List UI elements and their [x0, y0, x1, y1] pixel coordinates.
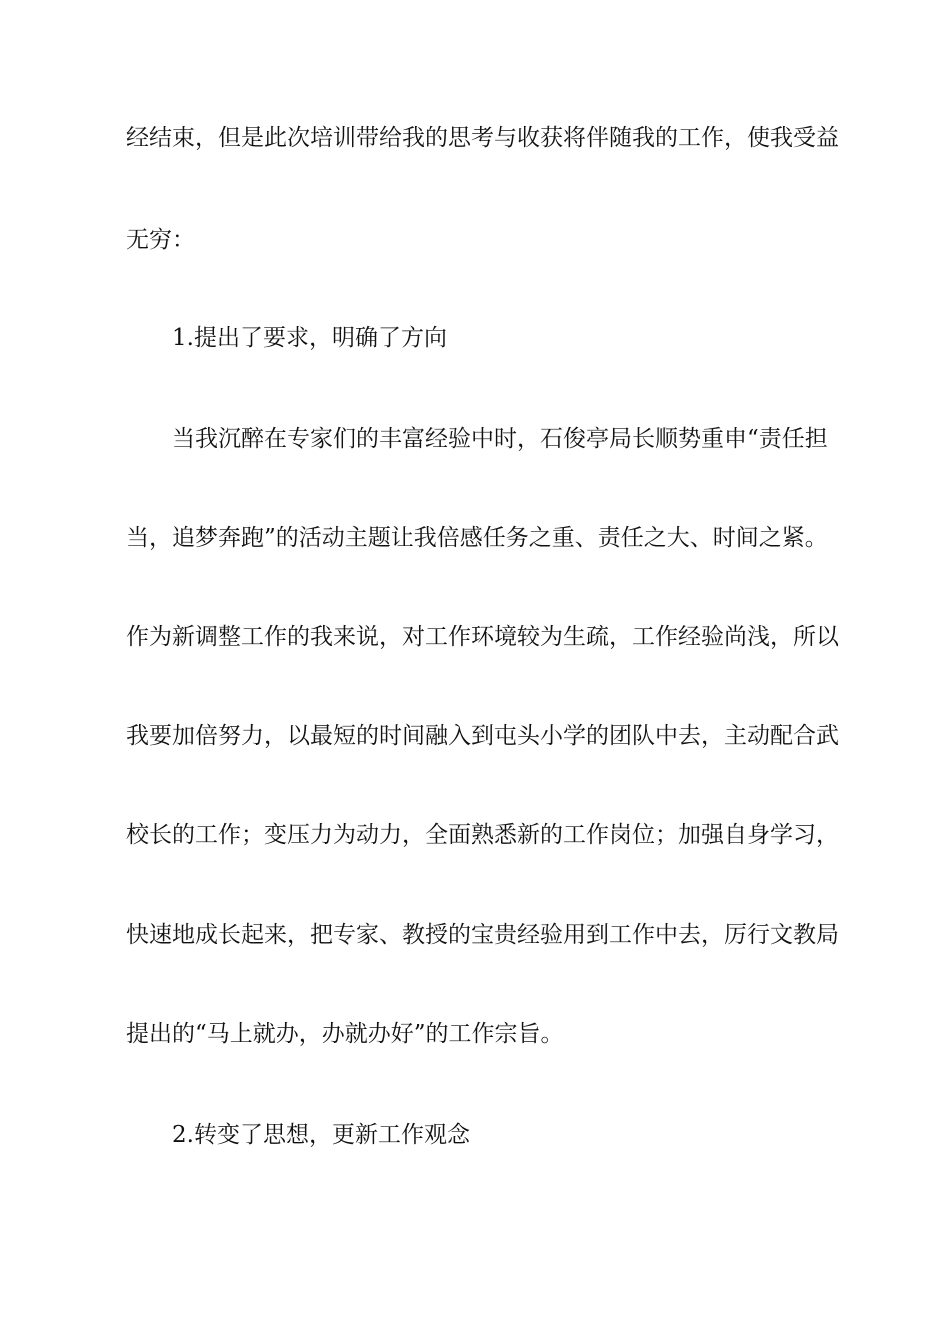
section-heading-1: 1.提出了要求，明确了方向 — [172, 325, 447, 351]
body-text-line-8: 快速地成长起来，把专家、教授的宝贵经验用到工作中去，厉行文教局 — [126, 922, 839, 948]
body-text-line-5: 作为新调整工作的我来说，对工作环境较为生疏，工作经验尚浅，所以 — [126, 624, 839, 650]
body-text-line-6: 我要加倍努力，以最短的时间融入到屯头小学的团队中去，主动配合武 — [126, 723, 839, 749]
body-text-line-3: 当我沉醉在专家们的丰富经验中时，石俊亭局长顺势重申“责任担 — [172, 426, 828, 452]
body-text-line-7: 校长的工作；变压力为动力，全面熟悉新的工作岗位；加强自身学习， — [126, 822, 839, 848]
section-heading-2: 2.转变了思想，更新工作观念 — [172, 1122, 470, 1148]
body-text-line-1: 经结束，但是此次培训带给我的思考与收获将伴随我的工作，使我受益 — [126, 125, 839, 151]
body-text-line-4: 当，追梦奔跑”的活动主题让我倍感任务之重、责任之大、时间之紧。 — [126, 525, 828, 551]
body-text-line-9: 提出的“马上就办，办就办好”的工作宗旨。 — [126, 1021, 564, 1047]
body-text-line-2: 无穷： — [126, 227, 195, 253]
